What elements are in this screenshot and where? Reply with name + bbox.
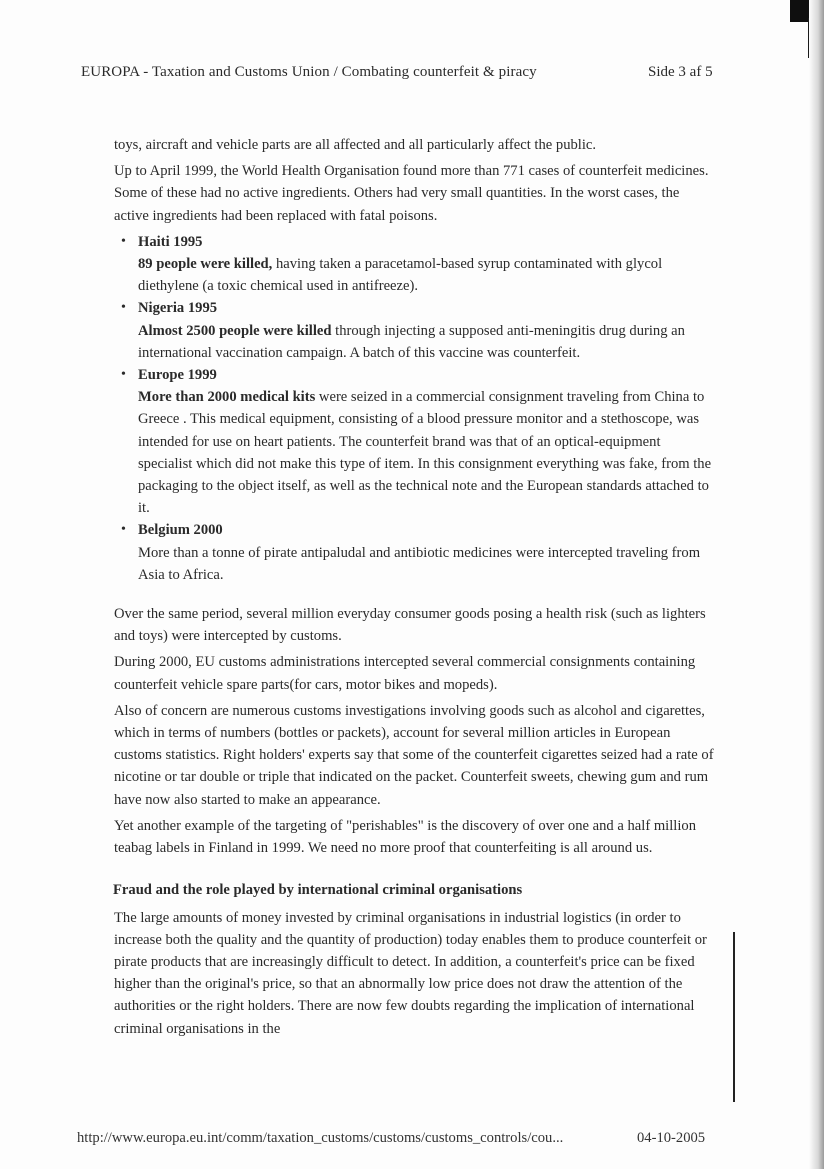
bullet-icon: • (121, 300, 126, 316)
main-content (114, 134, 714, 1044)
paragraph: Yet another example of the targeting of "perishables" is the discovery of over one and a half million teabag labels in Finland in 1999. We need no more proof that counterfeiting is all around us. (114, 817, 696, 857)
header-page-number: Side 3 af 5 (648, 64, 713, 80)
scan-line-artifact (733, 932, 735, 1102)
item-title: Europe 1999 (138, 367, 217, 384)
footer-date: 04-10-2005 (637, 1130, 706, 1146)
item-text: through injecting a supposed anti-meningitis drug during an international vaccination campaign. A batch of this vaccine was counterfeit. (138, 322, 685, 361)
bullet-icon: • (121, 367, 126, 383)
bullet-icon: • (121, 522, 126, 538)
item-text: were seized in a commercial consignment traveling from China to Greece . This medical equipment, consisting of a blood pressure monitor and a stethoscope, was intended for use on heart patients. The counterfeit brand was that of an optical-equipment specialist which did not make this type of item. In this consignment everything was fake, from the packaging to the object itself, as well as the technical note and the European standards attached to it. (138, 389, 712, 517)
paragraph: Over the same period, several million everyday consumer goods posing a health risk (such as lighters and toys) were intercepted by customs. (114, 606, 706, 645)
item-title: Haiti 1995 (138, 233, 203, 250)
paragraph: The large amounts of money invested by criminal organisations in industrial logistics (in order to increase both the quality and the quantity of production) today enables them to produce counterfeit or pirate products that are increasingly difficult to detect. In addition, a counterfeit's price can be fixed higher than the original's price, so that an abnormally low price does not draw the attention of the authorities or the right holders. There are now few doubts regarding the implication of international criminal organisations in the (114, 909, 707, 1037)
list-item (121, 519, 714, 586)
item-text: More than a tonne of pirate antipaludal and antibiotic medicines were intercepted traveling from Asia to Africa. (138, 544, 701, 583)
item-title: Belgium 2000 (138, 522, 223, 539)
footer-url: http://www.europa.eu.int/comm/taxation_customs/customs/customs_controls/cou... (77, 1130, 564, 1146)
paragraph: During 2000, EU customs administrations intercepted several commercial consignments containing counterfeit vehicle spare parts(for cars, motor bikes and mopeds). (114, 654, 696, 693)
paragraph: toys, aircraft and vehicle parts are all affected and all particularly affect the public. (114, 137, 597, 153)
item-emphasis: Almost 2500 people were killed (138, 322, 332, 339)
item-emphasis: 89 people were killed, (138, 256, 273, 273)
incident-list (114, 231, 714, 586)
header-title: EUROPA - Taxation and Customs Union / Combating counterfeit & piracy (81, 64, 537, 80)
section-heading: Fraud and the role played by international criminal organisations (113, 882, 523, 899)
item-emphasis: More than 2000 medical kits (138, 389, 316, 406)
paragraph: Also of concern are numerous customs investigations involving goods such as alcohol and cigarettes, which in terms of numbers (bottles or packets), account for several million articles in European customs statistics. Right holders' experts say that some of the counterfeit cigarettes seized had a rate of nicotine or tar double or triple that indicated on the packet. Counterfeit sweets, chewing gum and rum have now also started to make an appearance. (114, 702, 714, 808)
list-item (121, 297, 714, 364)
item-text: having taken a paracetamol-based syrup contaminated with glycol diethylene (a toxic chemical used in antifreeze). (138, 256, 663, 295)
list-item (121, 364, 714, 519)
scan-edge-shadow (809, 0, 824, 1169)
list-item (121, 231, 714, 298)
bullet-icon: • (121, 233, 126, 249)
item-title: Nigeria 1995 (138, 300, 218, 317)
paragraph: Up to April 1999, the World Health Organisation found more than 771 cases of counterfeit medicines. Some of these had no active ingredients. Others had very small quantities. In the worst cases, the active ingredients had been replaced with fatal poisons. (114, 163, 709, 224)
